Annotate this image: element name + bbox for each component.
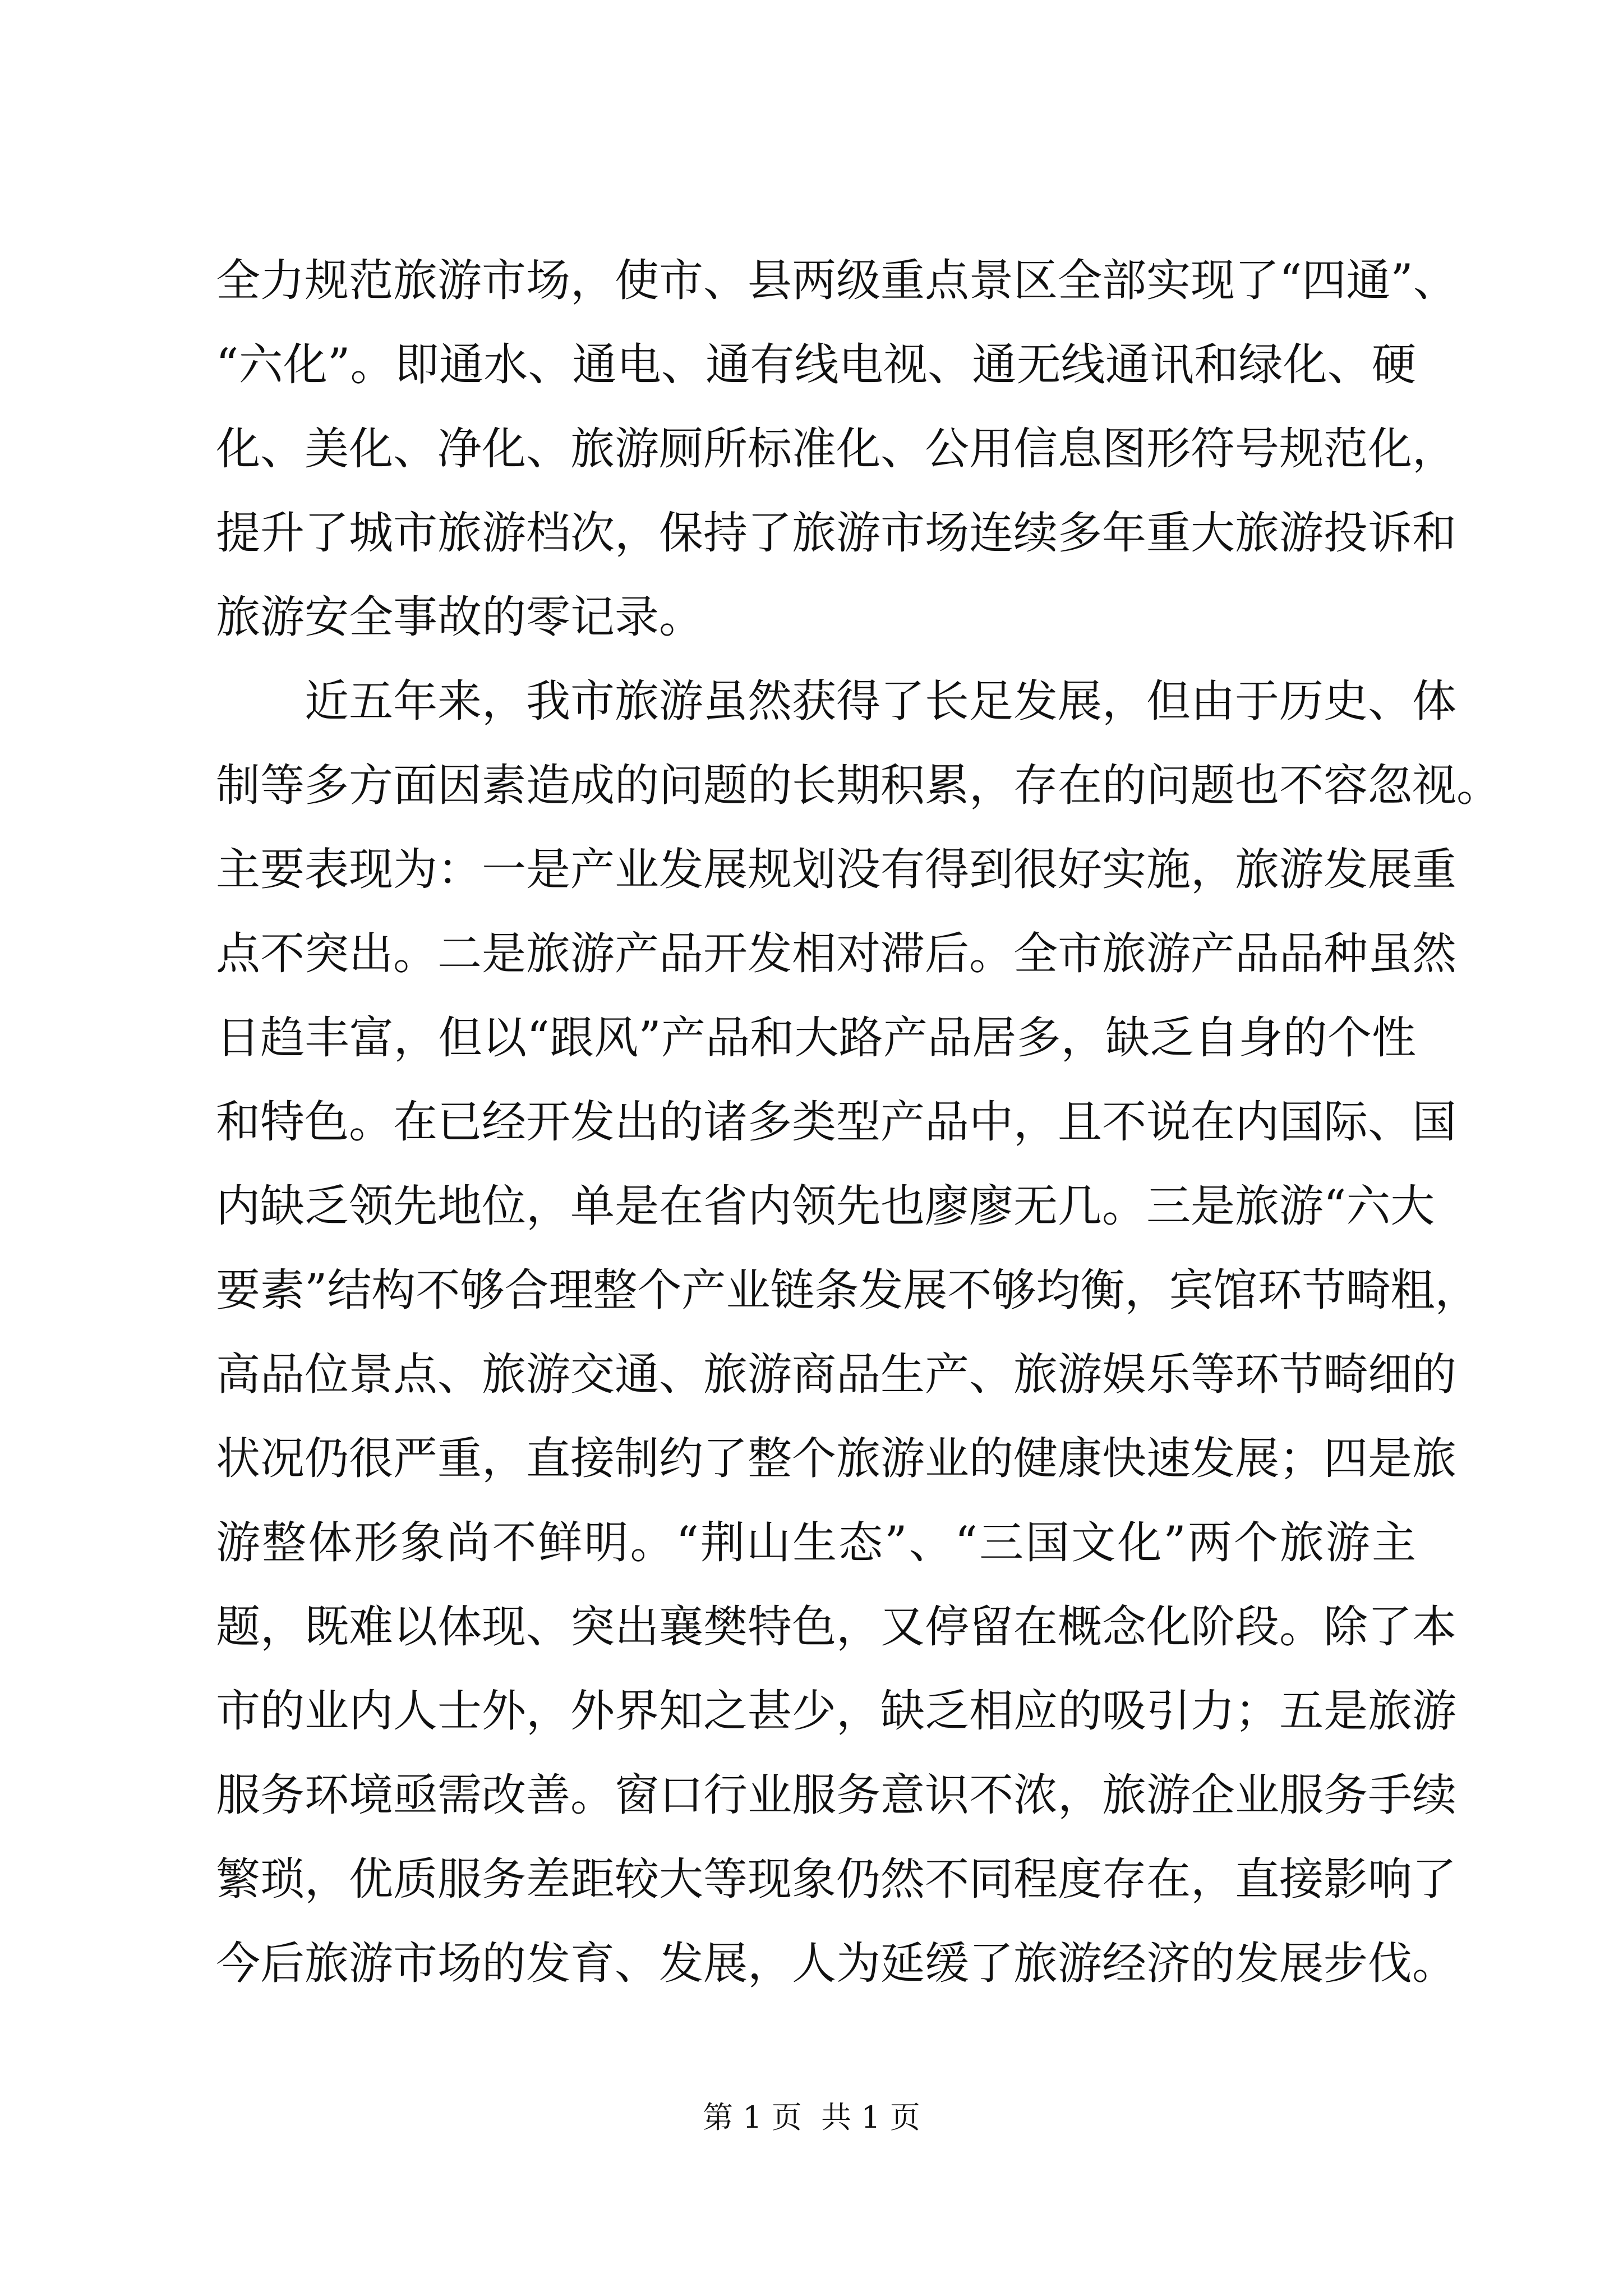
page-number-label: 第 1 页 共 1 页 <box>703 2100 920 2135</box>
text-line: 制等多方面因素造成的问题的长期积累，存在的问题也不容忽视。 <box>216 760 1501 811</box>
page-footer <box>0 2098 1623 2137</box>
text-line: 近五年来，我市旅游虽然获得了长足发展，但由于历史、体 <box>305 675 1456 727</box>
text-line: 日趋丰富，但以“跟风”产品和大路产品居多，缺乏自身的个性 <box>216 1012 1416 1064</box>
text-line: 今后旅游市场的发育、发展，人为延缓了旅游经济的发展步伐。 <box>216 1938 1456 1989</box>
text-line: 繁琐，优质服务差距较大等现象仍然不同程度存在，直接影响了 <box>216 1853 1456 1905</box>
text-line: 全力规范旅游市场，使市、县两级重点景区全部实现了“四通”、 <box>216 255 1458 306</box>
text-line: 服务环境亟需改善。窗口行业服务意识不浓，旅游企业服务手续 <box>216 1769 1456 1821</box>
text-line: 要素”结构不够合理整个产业链条发展不够均衡，宾馆环节畸粗， <box>216 1264 1479 1316</box>
paragraph-1 <box>216 238 1458 659</box>
text-line: 高品位景点、旅游交通、旅游商品生产、旅游娱乐等环节畸细的 <box>216 1349 1456 1400</box>
document-body <box>216 238 1501 2005</box>
text-line: 题，既难以体现、突出襄樊特色，又停留在概念化阶段。除了本 <box>216 1601 1456 1653</box>
text-line: 点不突出。二是旅游产品开发相对滞后。全市旅游产品品种虽然 <box>216 928 1456 979</box>
text-line: 提升了城市旅游档次，保持了旅游市场连续多年重大旅游投诉和 <box>216 507 1456 559</box>
paragraph-2 <box>216 659 1501 2005</box>
text-line: 化、美化、净化、旅游厕所标准化、公用信息图形符号规范化， <box>216 423 1456 475</box>
text-line: 状况仍很严重，直接制约了整个旅游业的健康快速发展；四是旅 <box>216 1433 1456 1484</box>
text-line: 和特色。在已经开发出的诸多类型产品中，且不说在内国际、国 <box>216 1096 1456 1148</box>
text-line: 内缺乏领先地位，单是在省内领先也廖廖无几。三是旅游“六大 <box>216 1180 1435 1232</box>
text-line: 主要表现为：一是产业发展规划没有得到很好实施，旅游发展重 <box>216 844 1456 895</box>
text-line: 市的业内人士外，外界知之甚少，缺乏相应的吸引力；五是旅游 <box>216 1685 1456 1737</box>
text-line: “六化”。即通水、通电、通有线电视、通无线通讯和绿化、硬 <box>216 339 1416 390</box>
text-line: 旅游安全事故的零记录。 <box>216 591 703 643</box>
text-line: 游整体形象尚不鲜明。“荆山生态”、“三国文化”两个旅游主 <box>216 1517 1416 1568</box>
